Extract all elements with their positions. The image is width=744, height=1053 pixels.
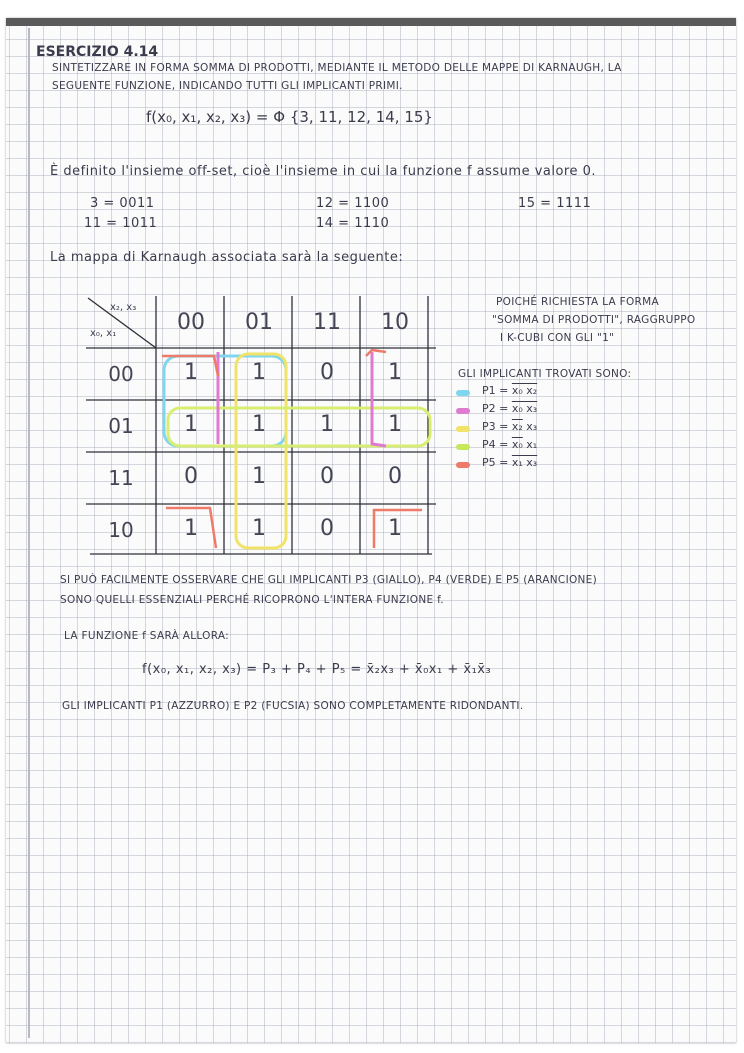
implicant-term-negated: x₀ x₂ bbox=[511, 384, 538, 397]
offset-entry: 14 = 1110 bbox=[316, 216, 390, 231]
kmap-corner-bottom: x₀, x₁ bbox=[90, 328, 117, 339]
conclusion-line-2: SONO QUELLI ESSENZIALI PERCHÉ RICOPRONO L'INTERA FUNZIONE f. bbox=[60, 594, 444, 606]
implicant-p5 bbox=[482, 456, 537, 469]
kmap-col-header: 10 bbox=[381, 310, 409, 335]
offset-sentence: È definito l'insieme off-set, cioè l'insieme in cui la funzione f assume valore 0. bbox=[50, 164, 597, 179]
implicant-term-negated: x₀ bbox=[511, 438, 523, 451]
implicant-term: x₁ bbox=[522, 438, 538, 451]
kmap-cell: 0 bbox=[184, 464, 198, 489]
kmap-cell: 0 bbox=[320, 464, 334, 489]
kmap-cell: 1 bbox=[252, 360, 266, 385]
implicant-label: P2 = bbox=[482, 402, 509, 415]
conclusion-line-1: SI PUÒ FACILMENTE OSSERVARE CHE GLI IMPLICANTI P3 (GIALLO), P4 (VERDE) E P5 (ARANCIONE) bbox=[60, 574, 598, 586]
kmap-cell: 1 bbox=[320, 412, 334, 437]
instruction-line-2: SEGUENTE FUNZIONE, INDICANDO TUTTI GLI IMPLICANTI PRIMI. bbox=[52, 80, 403, 92]
kmap-cell: 1 bbox=[184, 360, 198, 385]
kmap-corner-top: x₂, x₃ bbox=[110, 302, 137, 313]
implicant-term: x₃ bbox=[522, 420, 538, 433]
p1-color-swatch bbox=[456, 390, 470, 396]
kmap-row-header: 01 bbox=[108, 414, 134, 438]
side-note-line-3: I K-CUBI CON GLI "1" bbox=[500, 332, 615, 344]
kmap-row-header: 11 bbox=[108, 466, 134, 490]
kmap-cell: 1 bbox=[252, 412, 266, 437]
instruction-line-1: SINTETIZZARE IN FORMA SOMMA DI PRODOTTI, MEDIANTE IL METODO DELLE MAPPE DI KARNAUGH, LA bbox=[52, 62, 622, 74]
offset-entry: 12 = 1100 bbox=[316, 196, 390, 211]
kmap-row-header: 00 bbox=[108, 362, 134, 386]
implicant-term-negated: x₁ x₃ bbox=[511, 456, 538, 469]
kmap-cell: 1 bbox=[388, 516, 402, 541]
implicant-p3 bbox=[482, 420, 537, 433]
final-function bbox=[142, 662, 491, 677]
kmap-col-header: 01 bbox=[245, 310, 273, 335]
implicant-label: P5 = bbox=[482, 456, 509, 469]
offset-entry: 15 = 1111 bbox=[518, 196, 592, 211]
margin-line bbox=[28, 28, 30, 1038]
conclusion-line-3: LA FUNZIONE f SARÀ ALLORA: bbox=[64, 630, 230, 642]
kmap-cell: 0 bbox=[320, 360, 334, 385]
kmap-cell: 0 bbox=[388, 464, 402, 489]
kmap-row-header: 10 bbox=[108, 518, 134, 542]
kmap-cell: 1 bbox=[184, 516, 198, 541]
side-note-line-1: POICHÉ RICHIESTA LA FORMA bbox=[496, 296, 659, 308]
side-note-line-2: "SOMMA DI PRODOTTI", RAGGRUPPO bbox=[492, 314, 696, 326]
karnaugh-map bbox=[86, 296, 436, 556]
implicant-p5-tr bbox=[366, 350, 386, 356]
kmap-cell: 1 bbox=[388, 412, 402, 437]
p4-color-swatch bbox=[456, 444, 470, 450]
function-definition: f(x₀, x₁, x₂, x₃) = Φ {3, 11, 12, 14, 15} bbox=[146, 108, 433, 126]
conclusion-line-4: GLI IMPLICANTI P1 (AZZURRO) E P2 (FUCSIA) SONO COMPLETAMENTE RIDONDANTI. bbox=[62, 700, 524, 712]
kmap-cell: 1 bbox=[252, 464, 266, 489]
kmap-cell: 0 bbox=[320, 516, 334, 541]
p5-color-swatch bbox=[456, 462, 470, 468]
implicant-term-negated: x₂ bbox=[511, 420, 523, 433]
kmap-cell: 1 bbox=[252, 516, 266, 541]
implicant-label: P4 = bbox=[482, 438, 509, 451]
implicant-p2 bbox=[482, 402, 537, 415]
final-function-rhs: x̄₂x₃ + x̄₀x₁ + x̄₁x̄₃ bbox=[366, 662, 492, 677]
offset-entry: 3 = 0011 bbox=[90, 196, 155, 211]
final-function-lhs: f(x₀, x₁, x₂, x₃) = P₃ + P₄ + P₅ = bbox=[142, 662, 362, 677]
kmap-col-header: 00 bbox=[177, 310, 205, 335]
offset-entry: 11 = 1011 bbox=[84, 216, 158, 231]
exercise-title: ESERCIZIO 4.14 bbox=[36, 44, 159, 60]
implicant-p4 bbox=[482, 438, 537, 451]
kmap-col-header: 11 bbox=[313, 310, 341, 335]
notebook-page bbox=[6, 18, 736, 1043]
p2-color-swatch bbox=[456, 408, 470, 414]
implicant-term-negated: x₀ x₃ bbox=[511, 402, 538, 415]
implicant-label: P3 = bbox=[482, 420, 509, 433]
implicant-p1 bbox=[482, 384, 537, 397]
implicant-label: P1 = bbox=[482, 384, 509, 397]
kmap-cell: 1 bbox=[388, 360, 402, 385]
kmap-cell: 1 bbox=[184, 412, 198, 437]
p3-color-swatch bbox=[456, 426, 470, 432]
implicants-heading: GLI IMPLICANTI TROVATI SONO: bbox=[458, 368, 632, 380]
kmap-intro: La mappa di Karnaugh associata sarà la seguente: bbox=[50, 250, 404, 265]
